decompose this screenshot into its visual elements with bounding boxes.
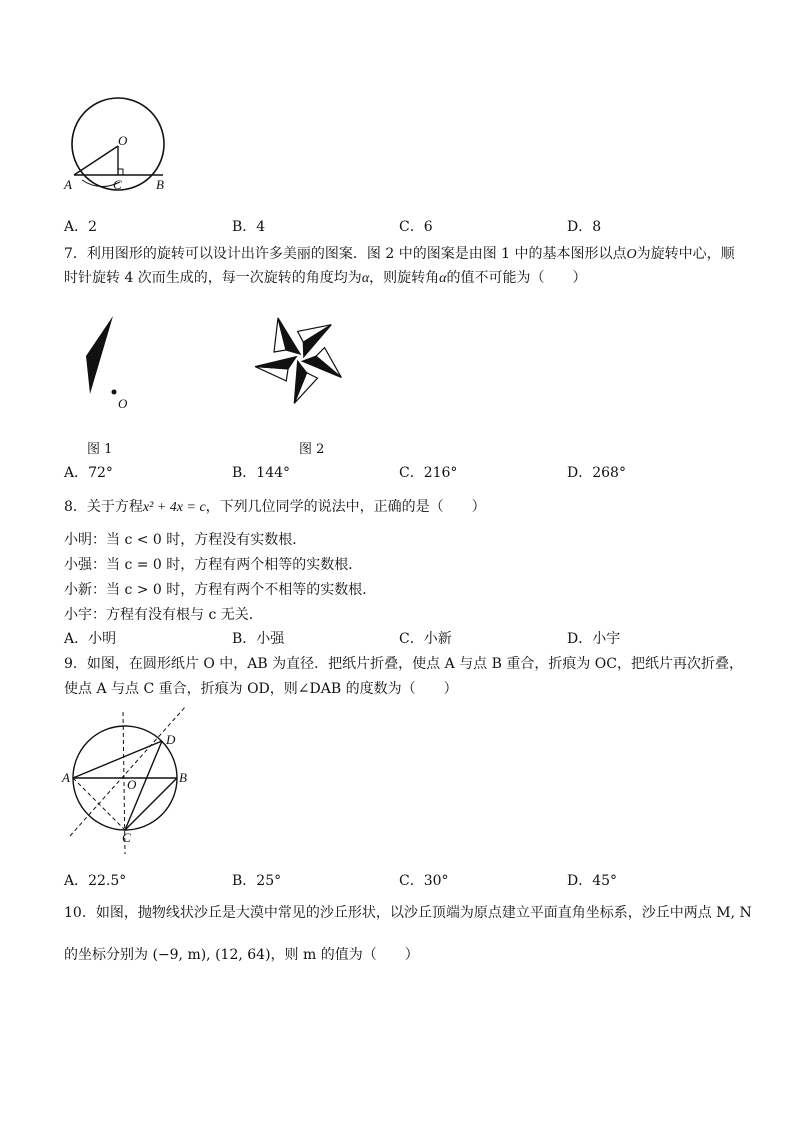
- q9-stem-line-2: 使点 A 与点 C 重合，折痕为 OD，则∠DAB 的度数为（ ）: [64, 681, 458, 697]
- q7-fig1-basic-shape: [86, 316, 113, 394]
- q6-circle-figure: [60, 96, 180, 206]
- q7-fig2-caption: 图 2: [299, 442, 325, 457]
- q6-option-d[interactable]: D．8: [567, 219, 602, 235]
- q9-label-d: D: [166, 732, 176, 747]
- q8-stem: 8．关于方程x² + 4x = c，下列几位同学的说法中，正确的是（ ）: [64, 499, 486, 515]
- q9-label-b: B: [179, 770, 187, 785]
- q7-option-d[interactable]: D．268°: [567, 465, 626, 481]
- q9-label-a: A: [62, 770, 70, 785]
- q8-statement-4: 小宇：方程有没有根与 c 无关．: [64, 607, 263, 623]
- q7-stem-line-2: 时针旋转 4 次而生成的，每一次旋转的角度均为α，则旋转角α的值不可能为（ ）: [64, 270, 587, 286]
- q9-label-o: O: [127, 777, 137, 792]
- q7-option-c[interactable]: C．216°: [399, 465, 458, 481]
- q6-label-c: C: [113, 177, 122, 192]
- q9-stem-line-1: 9．如图，在圆形纸片 O 中，AB 为直径．把纸片折叠，使点 A 与点 B 重合，折痕为 OC，把纸片再次折叠，: [64, 656, 743, 672]
- q10-stem-line-1: 10．如图，抛物线状沙丘是大漠中常见的沙丘形状，以沙丘顶端为原点建立平面直角坐标系，沙丘中两点 M, N: [64, 905, 752, 921]
- q9-label-c: C: [122, 830, 131, 845]
- q8-statement-1: 小明：当 c < 0 时，方程没有实数根．: [64, 532, 307, 548]
- q6-right-angle-mark: [118, 169, 123, 175]
- q6-option-a[interactable]: A．2: [64, 219, 98, 235]
- q8-statement-3: 小新：当 c > 0 时，方程有两个不相等的实数根．: [64, 582, 377, 598]
- q9-segment-ac: [73, 778, 125, 830]
- q7-fig2-blade-3: [302, 346, 344, 390]
- q8-option-a[interactable]: A．小明: [64, 631, 117, 647]
- q7-fig2-blade-2: [296, 321, 338, 357]
- q7-figure-1: [80, 312, 140, 412]
- q9-option-d[interactable]: D．45°: [567, 873, 618, 889]
- q6-option-b[interactable]: B．4: [232, 219, 266, 235]
- q8-option-b[interactable]: B．小强: [232, 631, 285, 647]
- q6-segment-oa: [74, 146, 118, 175]
- q7-fig1-point-o: [112, 390, 117, 395]
- q7-figure-2: [238, 296, 368, 421]
- q9-option-b[interactable]: B．25°: [232, 873, 282, 889]
- q6-option-c[interactable]: C．6: [399, 219, 433, 235]
- q8-statement-2: 小强：当 c = 0 时，方程有两个相等的实数根．: [64, 557, 363, 573]
- q7-fig2-blade-1: [274, 318, 300, 354]
- q7-option-a[interactable]: A．72°: [64, 465, 113, 481]
- q8-option-d[interactable]: D．小宇: [567, 631, 621, 647]
- q9-option-c[interactable]: C．30°: [399, 873, 449, 889]
- q8-option-c[interactable]: C．小新: [399, 631, 452, 647]
- q7-fig1-label-o: O: [118, 396, 128, 411]
- q9-circle-figure: [60, 708, 200, 858]
- q7-option-b[interactable]: B．144°: [232, 465, 291, 481]
- q7-stem-line-1: 7．利用图形的旋转可以设计出许多美丽的图案．图 2 中的图案是由图 1 中的基本图形以点O为旋转中心，顺: [64, 246, 735, 262]
- q6-label-b: B: [156, 177, 164, 192]
- q10-stem-line-2: 的坐标分别为 (−9, m), (12, 64)，则 m 的值为（ ）: [64, 947, 419, 963]
- q6-label-o: O: [118, 133, 128, 148]
- q9-option-a[interactable]: A．22.5°: [64, 873, 127, 889]
- q7-fig1-caption: 图 1: [87, 442, 113, 457]
- q6-label-a: A: [64, 177, 72, 192]
